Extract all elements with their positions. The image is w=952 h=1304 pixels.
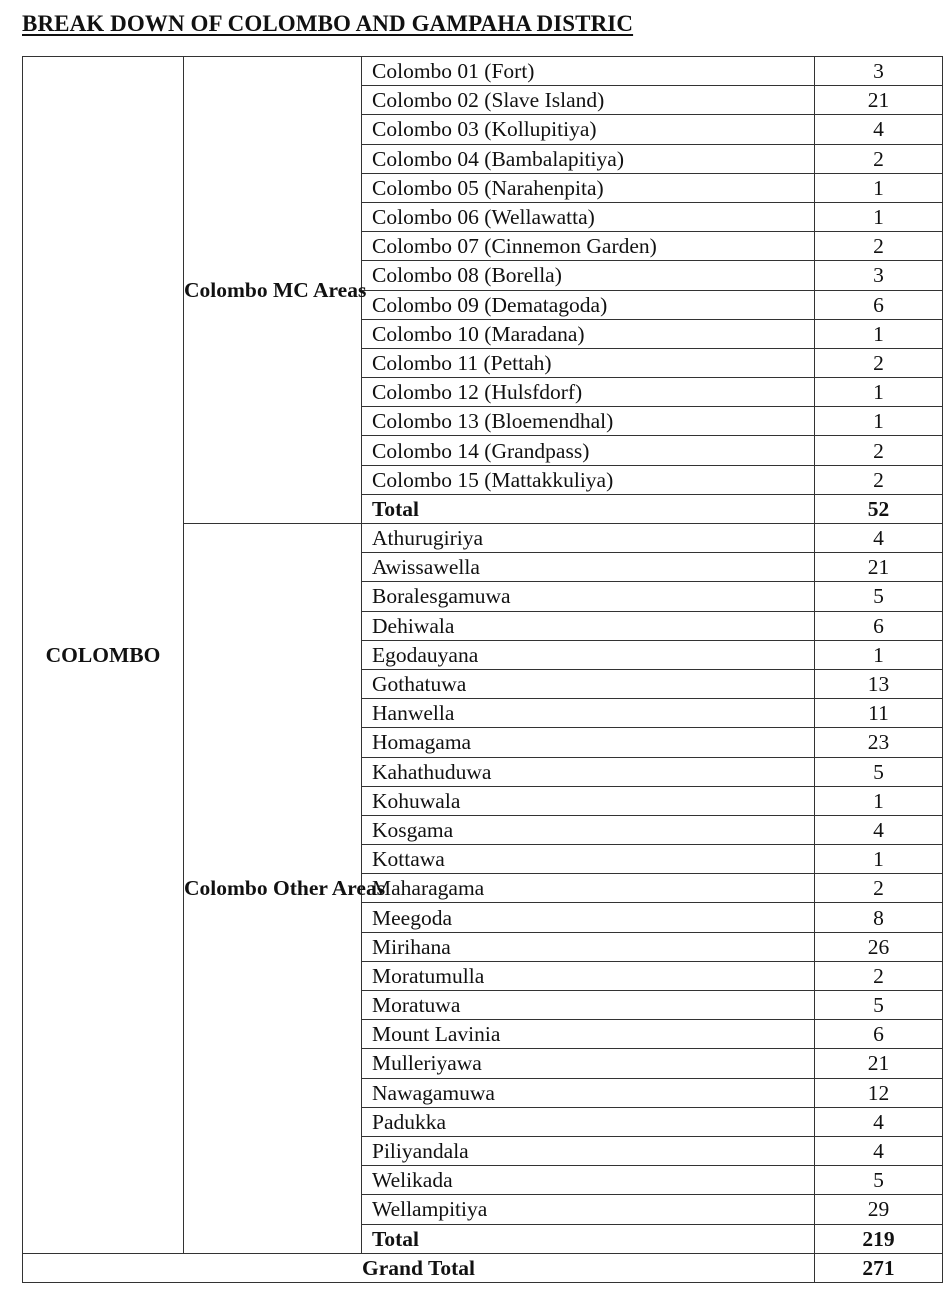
table-row: [23, 57, 943, 86]
area-name: Kottawa: [362, 845, 815, 874]
grand-total-row: [23, 1253, 943, 1282]
subtotal-label: Total: [362, 494, 815, 523]
area-count: 2: [815, 436, 943, 465]
area-name: Moratumulla: [362, 961, 815, 990]
area-count: 5: [815, 757, 943, 786]
area-name: Kahathuduwa: [362, 757, 815, 786]
district-label: COLOMBO: [23, 57, 184, 1254]
area-count: 1: [815, 786, 943, 815]
area-count: 4: [815, 1107, 943, 1136]
area-count: 2: [815, 874, 943, 903]
group-label: Colombo MC Areas: [184, 57, 362, 524]
area-count: 21: [815, 86, 943, 115]
area-name: Kosgama: [362, 815, 815, 844]
area-count: 2: [815, 232, 943, 261]
area-name: Colombo 08 (Borella): [362, 261, 815, 290]
table-body: [23, 57, 943, 1283]
area-name: Mount Lavinia: [362, 1020, 815, 1049]
area-name: Colombo 04 (Bambalapitiya): [362, 144, 815, 173]
area-count: 1: [815, 319, 943, 348]
area-count: 1: [815, 378, 943, 407]
area-count: 4: [815, 815, 943, 844]
area-count: 26: [815, 932, 943, 961]
area-count: 12: [815, 1078, 943, 1107]
area-name: Colombo 03 (Kollupitiya): [362, 115, 815, 144]
area-name: Welikada: [362, 1166, 815, 1195]
area-name: Maharagama: [362, 874, 815, 903]
area-name: Colombo 07 (Cinnemon Garden): [362, 232, 815, 261]
area-count: 5: [815, 991, 943, 1020]
area-name: Colombo 05 (Narahenpita): [362, 173, 815, 202]
group-label: Colombo Other Areas: [184, 524, 362, 1254]
area-count: 1: [815, 640, 943, 669]
area-name: Colombo 11 (Pettah): [362, 348, 815, 377]
area-count: 3: [815, 57, 943, 86]
area-count: 13: [815, 669, 943, 698]
area-count: 5: [815, 1166, 943, 1195]
area-name: Wellampitiya: [362, 1195, 815, 1224]
page-title: BREAK DOWN OF COLOMBO AND GAMPAHA DISTRIC: [22, 11, 634, 36]
area-count: 29: [815, 1195, 943, 1224]
area-count: 1: [815, 202, 943, 231]
area-name: Boralesgamuwa: [362, 582, 815, 611]
area-name: Meegoda: [362, 903, 815, 932]
area-count: 4: [815, 1136, 943, 1165]
area-name: Moratuwa: [362, 991, 815, 1020]
subtotal-value: 52: [815, 494, 943, 523]
area-name: Dehiwala: [362, 611, 815, 640]
subtotal-value: 219: [815, 1224, 943, 1253]
area-name: Mirihana: [362, 932, 815, 961]
subtotal-label: Total: [362, 1224, 815, 1253]
area-name: Hanwella: [362, 699, 815, 728]
area-count: 8: [815, 903, 943, 932]
area-count: 4: [815, 524, 943, 553]
area-name: Colombo 14 (Grandpass): [362, 436, 815, 465]
area-count: 6: [815, 1020, 943, 1049]
area-name: Egodauyana: [362, 640, 815, 669]
area-count: 5: [815, 582, 943, 611]
area-name: Piliyandala: [362, 1136, 815, 1165]
area-name: Colombo 06 (Wellawatta): [362, 202, 815, 231]
area-count: 21: [815, 1049, 943, 1078]
area-name: Kohuwala: [362, 786, 815, 815]
grand-total-label: Grand Total: [23, 1253, 815, 1282]
area-count: 3: [815, 261, 943, 290]
area-count: 4: [815, 115, 943, 144]
area-count: 21: [815, 553, 943, 582]
area-count: 2: [815, 144, 943, 173]
area-name: Colombo 10 (Maradana): [362, 319, 815, 348]
area-name: Mulleriyawa: [362, 1049, 815, 1078]
area-name: Nawagamuwa: [362, 1078, 815, 1107]
area-name: Colombo 02 (Slave Island): [362, 86, 815, 115]
area-name: Colombo 12 (Hulsfdorf): [362, 378, 815, 407]
area-count: 23: [815, 728, 943, 757]
area-name: Awissawella: [362, 553, 815, 582]
area-name: Colombo 01 (Fort): [362, 57, 815, 86]
breakdown-table: [22, 56, 943, 1283]
area-name: Athurugiriya: [362, 524, 815, 553]
area-count: 6: [815, 611, 943, 640]
area-count: 1: [815, 173, 943, 202]
area-count: 2: [815, 348, 943, 377]
area-name: Gothatuwa: [362, 669, 815, 698]
area-count: 1: [815, 845, 943, 874]
area-count: 2: [815, 961, 943, 990]
area-name: Homagama: [362, 728, 815, 757]
area-name: Colombo 13 (Bloemendhal): [362, 407, 815, 436]
area-name: Padukka: [362, 1107, 815, 1136]
area-count: 11: [815, 699, 943, 728]
area-name: Colombo 15 (Mattakkuliya): [362, 465, 815, 494]
area-count: 2: [815, 465, 943, 494]
area-name: Colombo 09 (Dematagoda): [362, 290, 815, 319]
grand-total-value: 271: [815, 1253, 943, 1282]
area-count: 1: [815, 407, 943, 436]
area-count: 6: [815, 290, 943, 319]
